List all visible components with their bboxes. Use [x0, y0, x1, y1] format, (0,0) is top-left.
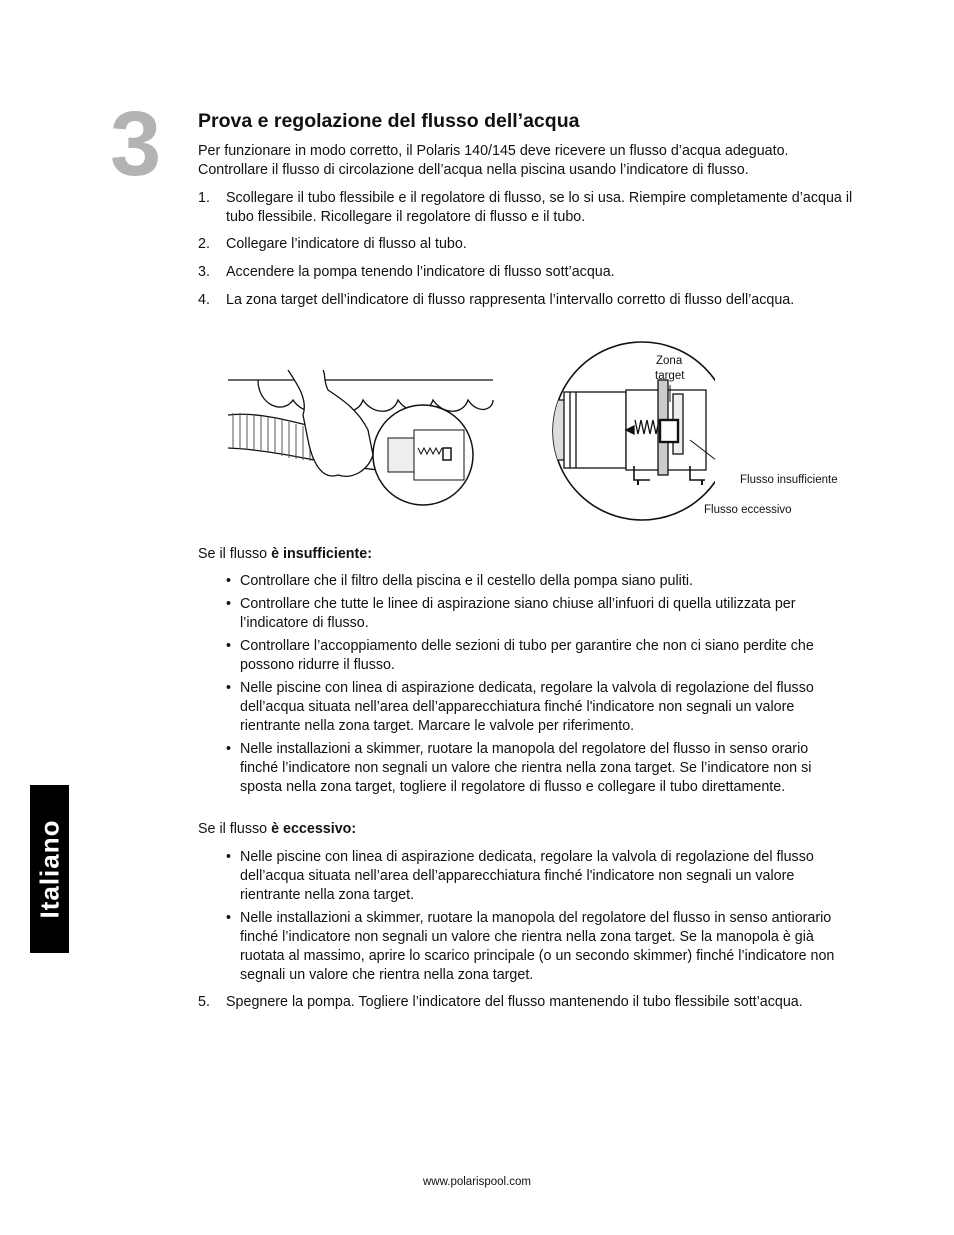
- footer-url: www.polarispool.com: [422, 1176, 531, 1188]
- step-number-label: 3.: [198, 264, 210, 280]
- hose-illustration: [228, 370, 498, 510]
- list-item: • Nelle installazioni a skimmer, ruotare la manopola del regolatore del flusso in senso antiorario finché l’indicatore non segnali un valore che rientra nella zona target. Se la manopola è già ruotata al massimo, aprire lo scarico principale (o un secondo skimmer) finché l’indicatore non segnali un valore che rientra nella zona target.: [226, 909, 846, 985]
- step-number-label: 4.: [198, 292, 210, 308]
- list-item: • Controllare che il filtro della piscina e il cestello della pompa siano puliti.: [226, 572, 846, 591]
- list-item: • Nelle piscine con linea di aspirazione dedicata, regolare la valvola di regolazione del flusso dell’acqua situata nell’area dell’apparecchiatura finché l'indicatore non segnali un valore rientrante nella zona target.: [226, 848, 846, 905]
- step-text: Spegnere la pompa. Togliere l’indicatore del flusso mantenendo il tubo flessibile sott’acqua.: [226, 994, 803, 1010]
- list-item: • Nelle installazioni a skimmer, ruotare la manopola del regolatore del flusso in senso orario finché l’indicatore non segnali un valore che rientra nella zona target. Se l’indicatore non si sposta nella zona target, togliere il regolatore di flusso e collegare il tubo direttamente.: [226, 740, 846, 797]
- step-item: [198, 235, 858, 254]
- step-number-label: 1.: [198, 190, 210, 206]
- language-tab-label: Italiano: [34, 819, 64, 919]
- step-item: [198, 189, 858, 227]
- step-number: 3: [110, 93, 162, 195]
- step-text: Accendere la pompa tenendo l’indicatore di flusso sott’acqua.: [226, 264, 615, 280]
- zona-label: Zona: [656, 355, 683, 367]
- excessive-heading: [198, 820, 356, 839]
- insufficient-flow-label: Flusso insufficiente: [740, 474, 838, 486]
- step-text: La zona target dell’indicatore di flusso rappresenta l’intervallo corretto di flusso dell’acqua.: [226, 292, 795, 308]
- insufficient-prefix: Se il flusso: [198, 546, 272, 562]
- flow-indicator-closeup: [550, 340, 715, 522]
- target-label: target: [655, 370, 685, 382]
- step-number-label: 2.: [198, 236, 210, 252]
- list-item: • Nelle piscine con linea di aspirazione dedicata, regolare la valvola di regolazione del flusso dell’acqua situata nell’area dell’apparecchiatura finché l'indicatore non segnali un valore rientrante nella zona target. Marcare le valvole per riferimento.: [226, 679, 846, 736]
- insufficient-heading: [198, 545, 372, 564]
- excessive-list: [226, 848, 846, 989]
- step-item: [198, 263, 858, 282]
- language-tab: [30, 785, 69, 953]
- excessive-flow-label: Flusso eccessivo: [704, 504, 792, 516]
- list-item: • Controllare che tutte le linee di aspirazione siano chiuse all’infuori di quella utilizzata per l’indicatore di flusso.: [226, 595, 846, 633]
- insufficient-bold: è insufficiente:: [271, 546, 372, 562]
- section-title: Prova e regolazione del flusso dell’acqua: [198, 110, 580, 132]
- excessive-prefix: Se il flusso: [198, 821, 272, 837]
- step-item: [198, 291, 858, 310]
- list-item: • Controllare l’accoppiamento delle sezioni di tubo per garantire che non ci siano perdite che possono ridurre il flusso.: [226, 637, 846, 675]
- step-text: Scollegare il tubo flessibile e il regolatore di flusso, se lo si usa. Riempire completamente d’acqua il tubo flessibile. Ricollegare il regolatore di flusso e il tubo.: [226, 190, 853, 225]
- step-number-label: 5.: [198, 994, 210, 1010]
- step-item: [198, 993, 858, 1012]
- excessive-bold: è eccessivo:: [271, 821, 357, 837]
- step-text: Collegare l’indicatore di flusso al tubo.: [226, 236, 467, 252]
- intro-paragraph: Per funzionare in modo corretto, il Polaris 140/145 deve ricevere un flusso d’acqua adeguato. Controllare il flusso di circolazione dell’acqua nella piscina usando l’indicatore di flusso.: [198, 143, 789, 178]
- insufficient-list: [226, 572, 846, 801]
